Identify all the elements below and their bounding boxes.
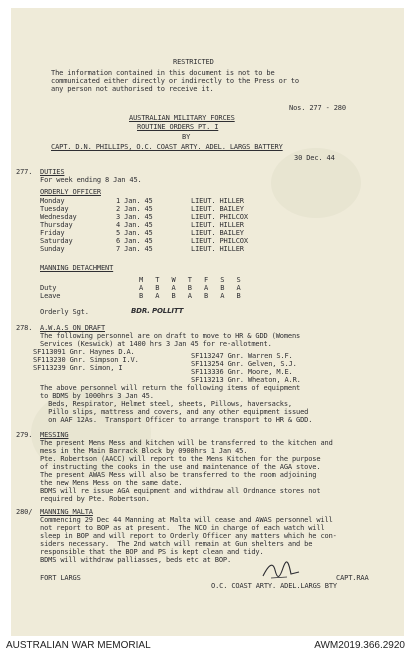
orderly-sgt-label: Orderly Sgt. bbox=[40, 308, 89, 316]
caveat-line: any person not authorised to receive it. bbox=[51, 85, 214, 93]
personnel-left: SF113239 Gnr. Simon, I bbox=[33, 364, 123, 372]
roster-officer: LIEUT. BAILEY bbox=[191, 205, 244, 213]
roster-officer: LIEUT. HILLER bbox=[191, 221, 244, 229]
force-title: AUSTRALIAN MILITARY FORCES bbox=[129, 114, 235, 122]
messing-line: The present Mens Mess and kitchen will be transferred to the kitchen and bbox=[40, 439, 333, 447]
roster-day: Sunday bbox=[40, 245, 65, 253]
week-ending: For week ending 8 Jan 45. bbox=[40, 176, 142, 184]
duty-rotation: A B A B A B A bbox=[139, 284, 241, 292]
handwritten-signature bbox=[261, 560, 301, 582]
personnel-right: SF113254 Gnr. Gelven, S.J. bbox=[191, 360, 297, 368]
section-number: 277. bbox=[16, 168, 33, 176]
roster-date: 1 Jan. 45 bbox=[116, 197, 153, 205]
malta-line: siders necessary. The 2nd watch will remain at Gun shelters and be bbox=[40, 540, 313, 548]
officer-line: CAPT. D.N. PHILLIPS, O.C. COAST ARTY. ADEL. LARGS BATTERY bbox=[51, 143, 283, 151]
caveat-line: communicated either directly or indirectly to the Press or to bbox=[51, 77, 299, 85]
archive-footer bbox=[0, 637, 411, 653]
orders-title: ROUTINE ORDERS PT. I bbox=[137, 123, 219, 131]
awas-body-line: on AAF 12As. Transport Officer to arrange transport to HR & GDD. bbox=[40, 416, 313, 424]
personnel-left: SF113091 Gnr. Haynes D.A. bbox=[33, 348, 135, 356]
malta-line: sleep in BOP and will report to Orderly Officer any matters which he con- bbox=[40, 532, 337, 540]
awas-body-line: Pillo slips, mattress and covers, and any other equipment issued bbox=[40, 408, 309, 416]
section-title: A.W.A.S ON DRAFT bbox=[40, 324, 106, 332]
location: FORT LARGS bbox=[40, 574, 81, 582]
archive-name: AUSTRALIAN WAR MEMORIAL bbox=[6, 640, 151, 651]
roster-date: 5 Jan. 45 bbox=[116, 229, 153, 237]
awas-intro-line: The following personnel are on draft to move to HR & GDD (Womens bbox=[40, 332, 301, 340]
weekday-letters: M T W T F S S bbox=[139, 276, 241, 284]
personnel-right: SF113247 Gnr. Warren S.F. bbox=[191, 352, 293, 360]
messing-line: of instructing the cooks in the use and maintenance of the AGA stove. bbox=[40, 463, 321, 471]
roster-day: Wednesday bbox=[40, 213, 77, 221]
by-label: BY bbox=[182, 133, 191, 141]
section-title: MESSING bbox=[40, 431, 69, 439]
classification: RESTRICTED bbox=[173, 58, 214, 66]
roster-officer: LIEUT. PHILCOX bbox=[191, 213, 248, 221]
malta-line: Commencing 29 Dec 44 Manning at Malta will cease and AWAS personnel will bbox=[40, 516, 333, 524]
awas-body-line: The above personnel will return the following items of equipment bbox=[40, 384, 301, 392]
malta-line: responsible that the BOP and PS is kept clean and tidy. bbox=[40, 548, 264, 556]
caveat-line: The information contained in this document is not to be bbox=[51, 69, 275, 77]
personnel-right: SF113213 Gnr. Wheaton, A.R. bbox=[191, 376, 301, 384]
roster-officer: LIEUT. HILLER bbox=[191, 245, 244, 253]
manning-detachment-title: MANNING DETACHMENT bbox=[40, 264, 114, 272]
roster-day: Monday bbox=[40, 197, 65, 205]
document-page bbox=[11, 8, 404, 636]
roster-day: Friday bbox=[40, 229, 65, 237]
archive-reference: AWM2019.366.2920 bbox=[314, 640, 405, 651]
personnel-right: SF113336 Gnr. Moore, M.E. bbox=[191, 368, 293, 376]
awas-intro-line: Services (Keswick) at 1400 hrs 3 Jan 45 for re-allotment. bbox=[40, 340, 272, 348]
section-number: 278. bbox=[16, 324, 33, 332]
section-number: 279. bbox=[16, 431, 33, 439]
roster-date: 6 Jan. 45 bbox=[116, 237, 153, 245]
section-title: MANNING MALTA bbox=[40, 508, 93, 516]
awas-body-line: to BDMS by 1000hrs 3 Jan 45. bbox=[40, 392, 154, 400]
roster-date: 7 Jan. 45 bbox=[116, 245, 153, 253]
malta-line: not report to BOP as at present. The NCO in charge of each watch will bbox=[40, 524, 325, 532]
roster-date: 2 Jan. 45 bbox=[116, 205, 153, 213]
messing-line: required by Pte. Robertson. bbox=[40, 495, 150, 503]
roster-day: Thursday bbox=[40, 221, 73, 229]
section-title: DUTIES bbox=[40, 168, 65, 176]
messing-line: The present AWAS Mess will also be transferred to the room adjoining bbox=[40, 471, 317, 479]
roster-officer: LIEUT. HILLER bbox=[191, 197, 244, 205]
malta-line: BDMS will withdraw palliasses, beds etc at BOP. bbox=[40, 556, 232, 564]
roster-officer: LIEUT. PHILCOX bbox=[191, 237, 248, 245]
roster-officer: LIEUT. BAILEY bbox=[191, 229, 244, 237]
messing-line: BDMS will re issue AGA equipment and withdraw all Ordnance stores not bbox=[40, 487, 321, 495]
roster-day: Tuesday bbox=[40, 205, 69, 213]
orderly-sgt-name: BDR. POLLITT bbox=[131, 307, 184, 315]
roster-date: 4 Jan. 45 bbox=[116, 221, 153, 229]
order-numbers: Nos. 277 - 280 bbox=[289, 104, 346, 112]
leave-rotation: B A B A B A B bbox=[139, 292, 241, 300]
order-date: 30 Dec. 44 bbox=[294, 154, 335, 162]
duty-label: Duty bbox=[40, 284, 57, 292]
roster-day: Saturday bbox=[40, 237, 73, 245]
messing-line: the new Mens Mess on the same date. bbox=[40, 479, 183, 487]
orderly-officer-title: ORDERLY OFFICER bbox=[40, 188, 101, 196]
signatory-rank: CAPT.RAA bbox=[336, 574, 369, 582]
messing-line: mess in the Main Barrack Block by 0900hrs 1 Jan 45. bbox=[40, 447, 248, 455]
leave-label: Leave bbox=[40, 292, 61, 300]
personnel-left: SF113230 Gnr. Simpson I.V. bbox=[33, 356, 139, 364]
roster-date: 3 Jan. 45 bbox=[116, 213, 153, 221]
signatory-title: O.C. COAST ARTY. ADEL.LARGS BTY bbox=[211, 582, 337, 590]
messing-line: Pte. Robertson (AACC) will report to the Mens Kitchen for the purpose bbox=[40, 455, 321, 463]
section-number: 280/ bbox=[16, 508, 33, 516]
awas-body-line: Beds, Respirator, Helmet steel, sheets, Pillows, haversacks, bbox=[40, 400, 292, 408]
